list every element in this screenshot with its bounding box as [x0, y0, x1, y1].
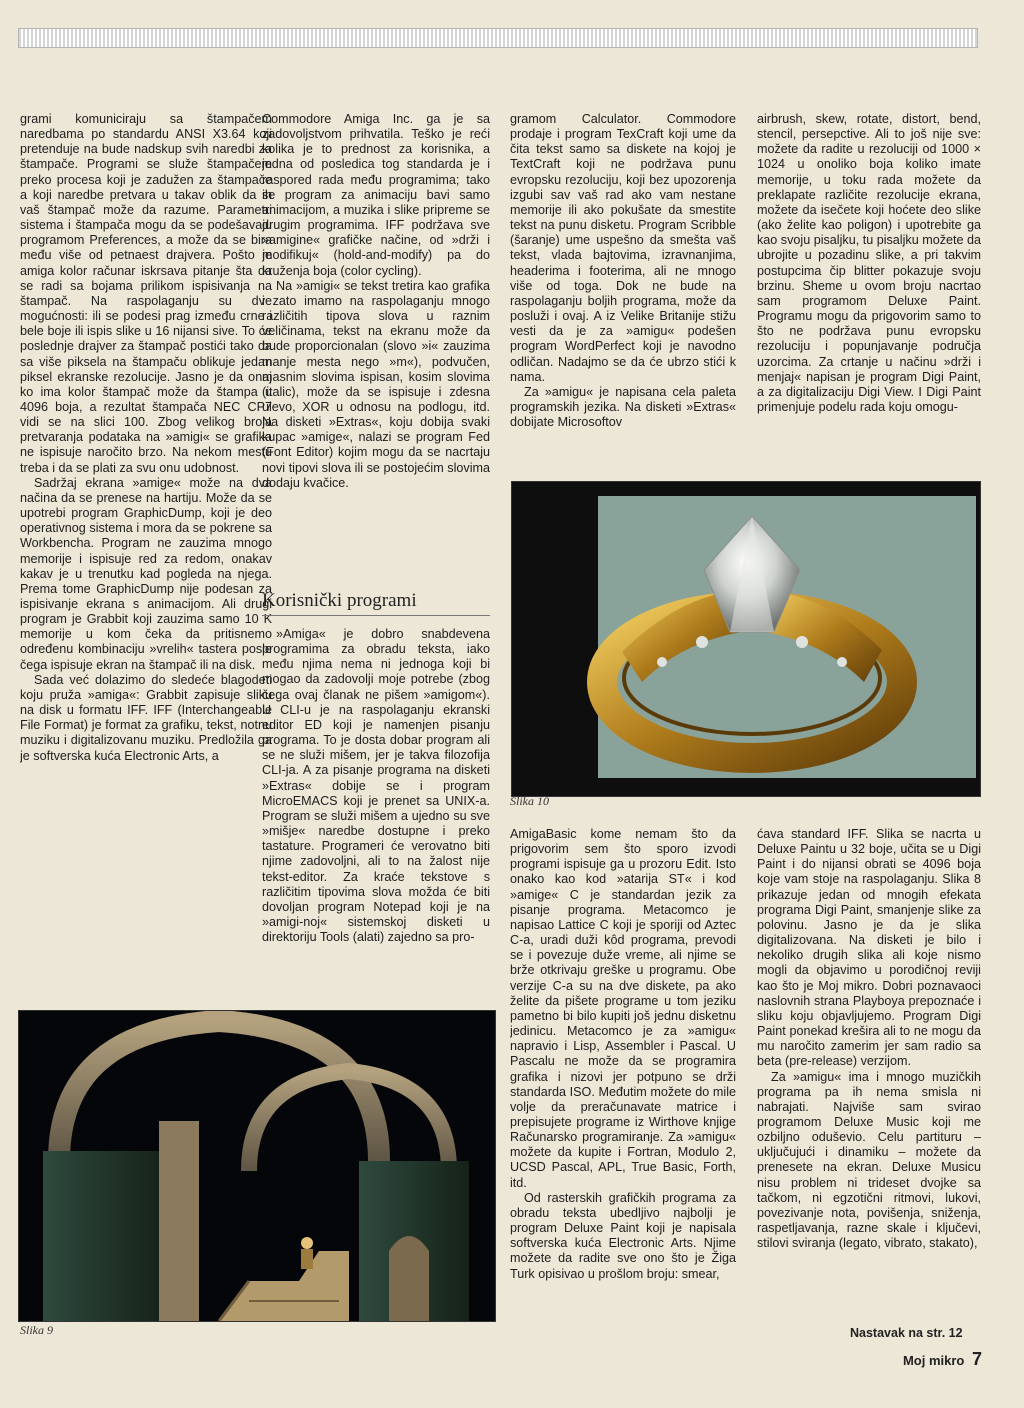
paragraph: Za »amigu« je napisana cela paleta programskih jezika. Na disketi »Extras« dobijate Microsoftov	[510, 384, 736, 430]
paragraph: Sada već dolazimo do sledeće blagodeti koju pruža »amiga«: Grabbit zapisuje sliku na disk u formatu IFF. IFF (Interchangeable File Format) je format za grafiku, tekst, notnu muziku i digitalizovanu muziku. Predložila ga je softverska kuća Electronic Arts, a	[20, 672, 272, 763]
column-4-bottom	[757, 827, 981, 1307]
paragraph: Za »amigu« ima i mnogo muzičkih programa pa ih nema smisla ni nabrajati. Najviše sam svirao programom Deluxe Music koji me ozbiljno oduševio. Celu partituru – uključujući i dinamiku – možete da prenesete na ekran. Deluxe Musicu nisu problem ni trideset dvojke sa tačkom, ni egzotični ritmovi, lukovi, povezivanje nota, povišenja, sniženja, raspetljavanja, razne skale i ključevi, stilovi sviranja (legato, vibrato, stakato),	[757, 1069, 981, 1251]
paragraph: gramom Calculator. Commodore prodaje i program TexCraft koji ume da čita tekst samo sa diskete na kojoj je TextCraft koji ne podržava punu evropsku rezoluciju, koji bez upozorenja izgubi sav vaš rad ako vam nestane memorije ili ako pokušate da smestite tekst na punu disketu. Program Scribble (šaranje) ume uspešno da smešta vaš tekst, vlada bajtovima, izravnanjima, headerima i footerima, ali ne mnogo više od toga. Dok ne bude na raspolaganju boljih programa, može da posluži i ovaj. A iz Velike Britanije stižu vesti da je za »amigu« podešen program WordPerfect koji je navodno odličan. Nadajmo se da će ubrzo stići k nama.	[510, 112, 736, 384]
castle-photo	[18, 1010, 496, 1322]
ring-photo	[511, 481, 981, 797]
paragraph: Na »amigi« se tekst tretira kao grafika i zato imamo na raspolaganju mnogo različitih tipova slova u raznim veličinama, tekst na ekranu može da bude proporcionalan (slovo »i« zauzima manje mesta nego »m«), podvučen, masnim slovima ispisan, kosim slovima (italic), može da se ispisuje i zdesna ulevo, XOR u odnosu na podlogu, itd. Na disketi »Extras«, koju dobija svaki kupac »amige«, nalazi se program Fed (Font Editor) kojim mogu da se nacrtaju novi tipovi slova ili se postojećim slovima dodaju kvačice.	[262, 278, 490, 490]
continued-note: Nastavak na str. 12	[850, 1326, 963, 1340]
paragraph: ćava standard IFF. Slika se nacrta u Deluxe Paintu u 32 boje, učita se u Digi Paint i do nijansi obrati se 4096 boja koje vam stoje na raspolaganju. Slika 8 prikazuje jedan od mnogih efekata programa Digi Paint, smanjenje slike za polovinu. Jasno je da je slika digitalizovana. Na disketi je bilo i nekoliko drugih slika ali koje nismo mogli da objavimo u porodičnoj reviji kao što je Moj mikro. Dobri poznavaoci naslovnih strana Playboya prepoznaće i sliku koju objavljujemo. Program Digi Paint ponekad krešira ali to ne mogu da mu naročito zamerim jer sam radio sa beta (pre-release) verzijom.	[757, 827, 981, 1069]
paragraph: grami komuniciraju sa štampačem naredbama po standardu ANSI X3.64 koji pretenduje na bude nadskup svih naredbi za štampače. Programi se služe štampačem preko procesa koji je zadužen za štampače a koji naredbe pretvara u takav oblik da ih vaš štampač može da razume. Parametri sistema i štampača mogu da se podešavaju programom Preferences, a može da se bira među više od petnaest drajvera. Pošto je amiga kolor računar iskrsava pitanje šta da se radi sa bojama prilikom ispisivanja na štampač. Na raspolaganju su dve mogućnosti: ili se podesi prag između crne i bele boje ili ispis slike u 16 nijansi sive. To će poslednje drajver za štampač postići tako da sa više piksela na štampaču oblikuje jedan piksel ekranske rezolucije. Jasno je da onaj ko ima kolor štampač može da štampa u 4096 boja, a rezultat štampača NEC CP7 vidi se na slici 100. Zbog velikog broja pretvaranja podataka na »amigi« se grafika ne ispisuje naročito brzo. Na nekom mestu treba i da se plati za svu onu udobnost.	[20, 112, 272, 475]
top-decorative-bar	[18, 28, 978, 48]
paragraph: »Amiga« je dobro snabdevena programima za obradu teksta, iako među njima nema ni jednoga koji bi mogao da zadovolji moje potrebe (zbog čega ovaj članak ne pišem »amigom«). U CLI-u je na raspolaganju ekranski editor ED koji je namenjen pisanju programa. To je dosta dobar program ali se ne služi mišem, jer je takva filozofija CLI-ja. A za pisanje programa na disketi »Extras« dobije se i program MicroEMACS koji je prenet sa UNIX-a. Program se služi mišem a ujedno su sve »mišje« naredbe dostupne i preko tastature. Programeri će verovatno biti njime zadovoljni, ali to na žalost nije tekst-editor. Za kraće tekstove s različitim tipovima slova možda će biti dovoljan program Notepad koji je na »amigi-noj« sistemskoj disketi u direktoriju Tools (alati) zajedno sa pro-	[262, 627, 490, 945]
ring-photo-caption: Slika 10	[510, 794, 549, 808]
column-4-top	[757, 112, 981, 462]
paragraph: Commodore Amiga Inc. ga je sa zadovoljstvom prihvatila. Teško je reći kolika je to prednost za korisnika, a jedna od posledica tog standarda je i raspored rada među programima; tako se program za animaciju bavi samo animacijom, a muzika i slike pripreme se drugim programima. IFF podržava sve »amigine« grafičke načine, od »drži i modifikuj« (hold-and-modify) pa do kruženja boja (color cycling).	[262, 112, 490, 278]
page-number: 7	[971, 1349, 982, 1369]
column-3-top	[510, 112, 736, 462]
paragraph: airbrush, skew, rotate, distort, bend, stencil, persepctive. Ali to još nije sve: možete da radite u rezoluciji od 1000 × 1024 u onoliko boja koliko imate memorije, u toku rada možete da preklapate različite rezolucije ekrana, možete da isečete koji hoćete deo slike (ako želite kao poligon) i upotrebite ga kao svoju pisaljku, tu pisaljku možete da ubrojite u pozadinu slike, a pri takvim postupcima čip blitter pokazuje svoju brzinu. Sheme u ovom broju nacrtao sam programom Deluxe Paint. Programu mogu da prigovorim samo to što ne podržava punu evropsku rezoluciju i popunjavanje područja uzorcima. Za crtanje u načinu »drži i menjaj« napisan je program Digi Paint, a za digitalizaciju Digi View. I Digi Paint primenjuje podelu rada koju omogu-	[757, 112, 981, 414]
castle-photo-caption: Slika 9	[20, 1323, 53, 1337]
paragraph: AmigaBasic kome nemam što da prigovorim sem što sporo izvodi programi ispisuje ga u prozoru Edit. Isto onako kao kod »atarija ST« i kod »amige« C je standardan jezik za pisanje programa. Metacomco je napisao Lattice C koji je sporiji od Aztec C-a, uradi duži kôd programa, prevodi se i povezuje duže vreme, ali njime se brže otkrivaju greške u programu. Obe verzije C-a su na dve diskete, pa ako želite da pišete programe u tom jeziku pametno bi bilo kupiti još jednu disketnu jedinicu. Metacomco je za »amigu« napravio i Lisp, Assembler i Pascal. U Pascalu ne može da se programira grafika i nizovi jer potpuno se drži standarda ISO. Međutim možete do mile volje da preračunavate matrice i prepisujete programe iz Wirthove knjige Računarsko programiranje. Za »amigu« možete da kupite i Fortran, Modulo 2, UCSD Pascal, APL, True Basic, Forth, itd.	[510, 827, 736, 1190]
section-heading: Korisnički programi	[262, 590, 490, 616]
column-3-bottom	[510, 827, 736, 1349]
page-footer	[903, 1349, 982, 1370]
magazine-name: Moj mikro	[902, 1353, 965, 1368]
column-2-bottom	[262, 627, 490, 992]
column-1	[20, 112, 272, 992]
paragraph: Od rasterskih grafičkih programa za obradu teksta ubedljivo najbolji je program Deluxe Paint koji je napisala softverska kuća Electronic Arts. Njime možete da radite sve ono što je Žiga Turk opisivao u prošlom broju: smear,	[510, 1190, 736, 1281]
paragraph: Sadržaj ekrana »amige« može na dva načina da se prenese na hartiju. Može da se upotrebi program GraphicDump, koji je deo operativnog sistema i mora da se pokrene sa Workbencha. Program ne zauzima mnogo memorije i ispisuje red za redom, onakav kakav je u trenutku kad pogleda na njega. Prema tome GraphicDump nije podesan za ispisivanje ekrana s animacijom. Ali drugi program je Grabbit koji zauzima samo 10 K memorije u kom čeka da pritisnemo određenu kombinaciju »vrelih« tastera posle čega ispisuje ekran na štampač ili na disk.	[20, 475, 272, 672]
column-2-top	[262, 112, 490, 594]
